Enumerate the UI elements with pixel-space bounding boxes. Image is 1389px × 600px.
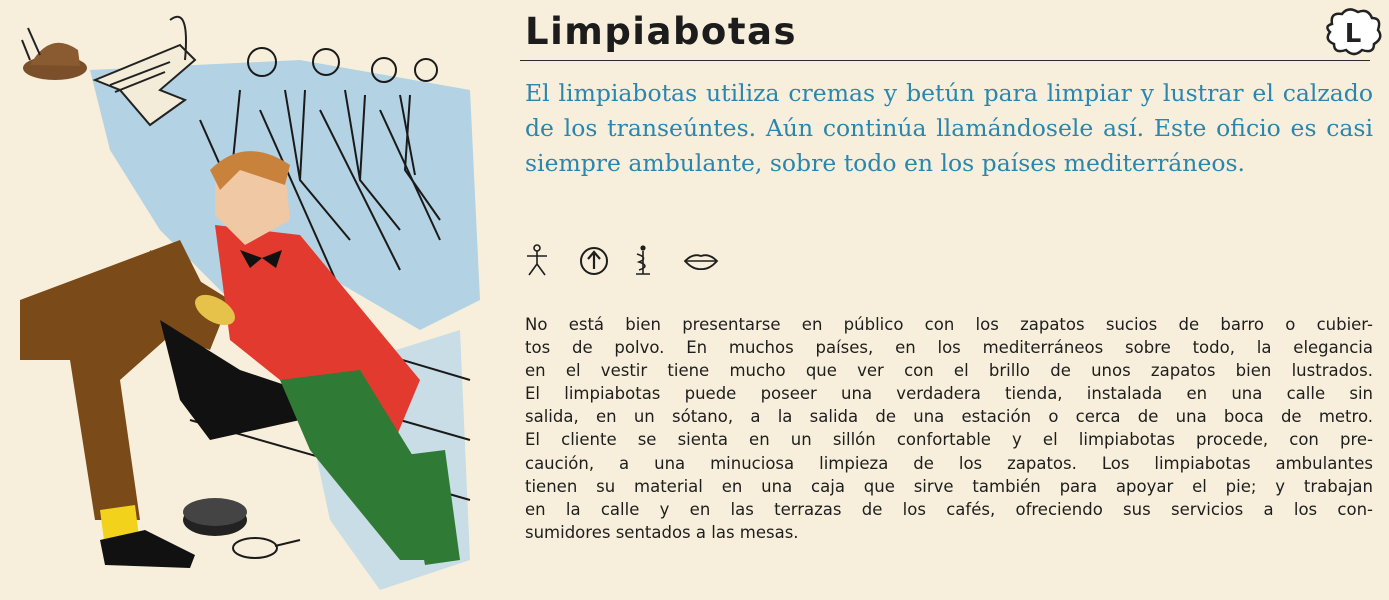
body-line: No está bien presentarse en público con los zapatos sucios de barro o cubier- <box>525 315 1373 334</box>
svg-text:L: L <box>1344 19 1362 49</box>
polish-tin <box>183 498 247 536</box>
figure-with-snake-icon <box>633 244 657 278</box>
lips-icon <box>683 244 719 278</box>
body-line: caución, a una minuciosa limpieza de los zapatos. Los limpiabotas ambulantes <box>525 453 1373 473</box>
body-line: El limpiabotas puede poseer una verdadera tienda, instalada en una calle sin <box>525 384 1373 404</box>
brush-drawing <box>233 538 300 558</box>
body-line: salida, en un sótano, a la salida de una estación o cerca de una boca de metro. <box>525 407 1373 427</box>
page-title: Limpiabotas <box>525 10 798 53</box>
body-text <box>525 313 1373 544</box>
body-line: en el vestir tiene mucho que ver con el brillo de unos zapatos bien lustrados. <box>525 361 1373 381</box>
body-line: tos de polvo. En muchos países, en los mediterráneos sobre todo, la elegancia <box>525 338 1373 358</box>
circled-up-arrow-icon <box>577 244 611 278</box>
publisher-logo-icon <box>1322 6 1384 60</box>
body-line: El cliente se sienta en un sillón confortable y el limpiabotas procede, con pre- <box>525 430 1373 450</box>
hat-icon <box>22 28 87 80</box>
body-line: en la calle y en las terrazas de los cafés, ofreciendo sus servicios a los con- <box>525 499 1373 519</box>
intro-paragraph: El limpiabotas utiliza cremas y betún para limpiar y lustrar el calzado de los transeúntes. Aún continúa llamándosele así. Este oficio es casi siempre ambulante, sobre todo en los países mediterráneos. <box>525 79 1373 177</box>
body-line: tienen su material en una caja que sirve también para apoyar el pie; y trabajan <box>525 476 1373 496</box>
title-divider <box>520 60 1370 61</box>
standing-figure-icon <box>525 244 549 278</box>
body-line: sumidores sentados a las mesas. <box>525 522 799 542</box>
shoeshine-illustration <box>0 0 490 600</box>
